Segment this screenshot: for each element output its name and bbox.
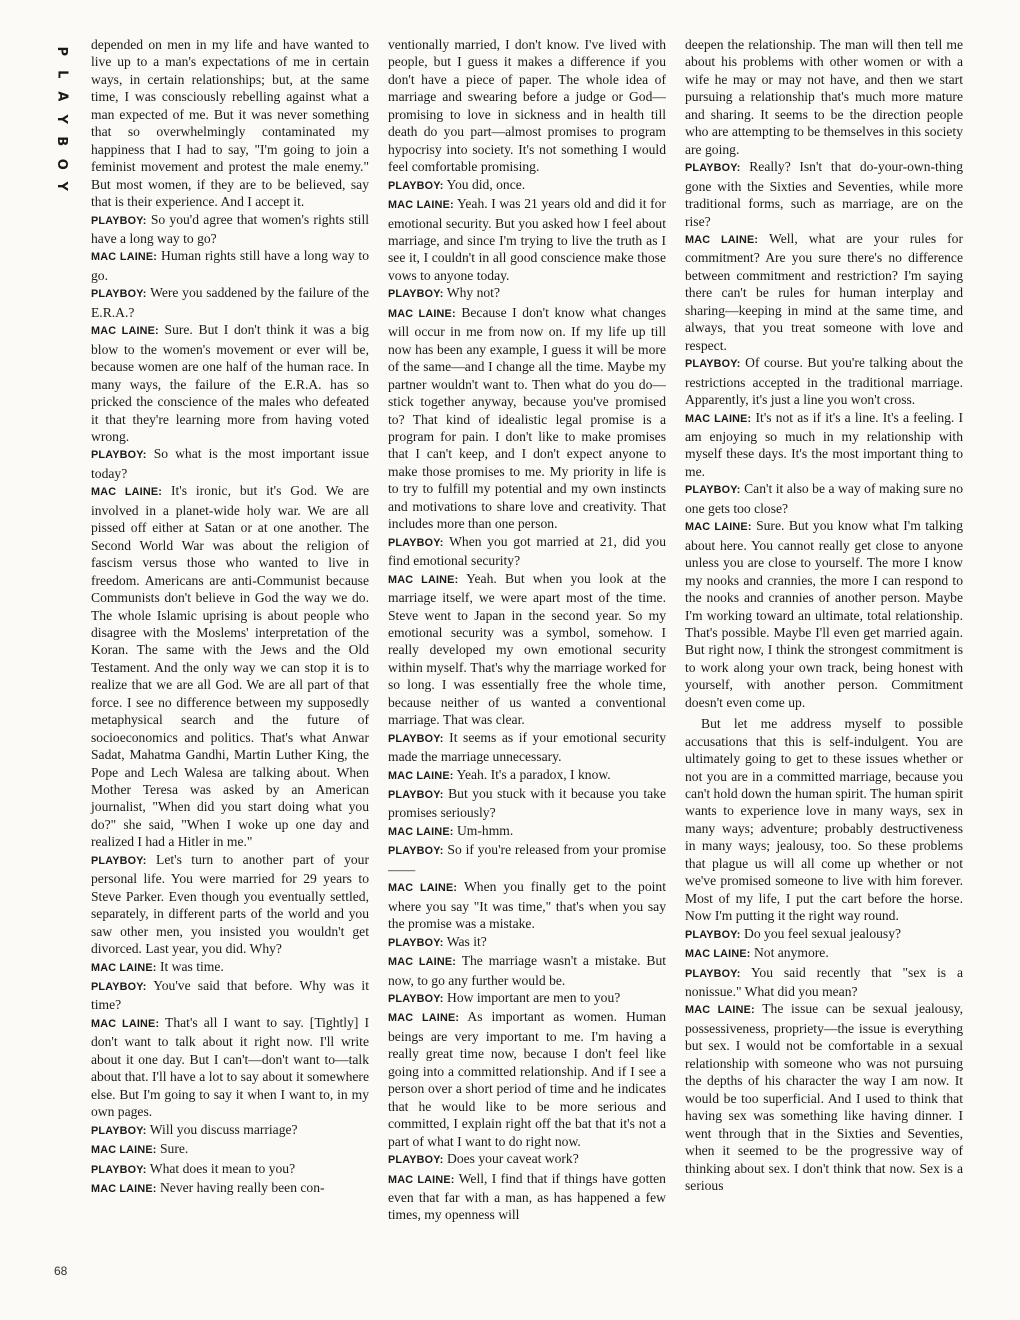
speaker-label: MAC LAINE:	[388, 769, 454, 782]
speaker-label: PLAYBOY:	[388, 936, 444, 949]
speaker-label: MAC LAINE:	[685, 412, 752, 425]
interview-exchange	[685, 964, 963, 1001]
interview-exchange	[685, 230, 963, 354]
speaker-label: PLAYBOY:	[388, 1154, 444, 1167]
masthead-letter: O	[54, 158, 70, 170]
paragraph-text: Well, what are your rules for commitment? Are you sure there's no difference between commitment and restriction? I'm saying there can't be rules for human interplay and sharing—keeping in mind at the same time, and always, that you treat someone with love and respect.	[685, 230, 964, 353]
magazine-masthead	[50, 40, 72, 198]
paragraph-text: So what is the most important issue today?	[91, 446, 370, 481]
paragraph	[91, 36, 369, 211]
paragraph-text: Yeah. It's a paradox, I know.	[456, 766, 611, 782]
interview-exchange	[388, 841, 666, 878]
speaker-label: PLAYBOY:	[91, 981, 147, 994]
paragraph-text: You did, once.	[446, 176, 526, 192]
paragraph-text: The marriage wasn't a mistake. But now, to go any further would be.	[388, 953, 667, 988]
speaker-label: MAC LAINE:	[388, 307, 456, 320]
interview-exchange	[91, 1014, 369, 1121]
paragraph-text: When you finally get to the point where you say "It was time," that's when you say the promise was a mistake.	[388, 879, 667, 932]
masthead-letter: A	[54, 91, 70, 102]
paragraph-text: Well, I find that if things have gotten even that far with a man, as has happened a few times, my openness will	[388, 1170, 666, 1223]
paragraph	[685, 715, 963, 924]
interview-exchange	[91, 321, 369, 445]
interview-exchange	[91, 445, 369, 482]
paragraph-text: What does it mean to you?	[149, 1160, 296, 1176]
interview-exchange	[91, 1160, 369, 1179]
speaker-label: MAC LAINE:	[91, 251, 158, 264]
speaker-label: PLAYBOY:	[685, 484, 741, 497]
interview-exchange	[91, 1140, 369, 1159]
speaker-label: MAC LAINE:	[91, 1017, 160, 1030]
paragraph-text: Really? Isn't that do-your-own-thing gone with the Sixties and Seventies, while more traditional forms, such as marriage, are on the rise?	[685, 159, 963, 229]
speaker-label: MAC LAINE:	[388, 956, 457, 969]
interview-exchange	[685, 1000, 963, 1194]
paragraph-text: Were you saddened by the failure of the E.R.A.?	[91, 285, 370, 320]
speaker-label: MAC LAINE:	[388, 199, 454, 212]
interview-exchange	[685, 158, 963, 230]
interview-exchange	[91, 284, 369, 321]
interview-exchange	[685, 944, 963, 963]
speaker-label: MAC LAINE:	[685, 948, 751, 961]
text-column-1	[91, 36, 369, 1198]
paragraph-text: Sure. But I don't think it was a big blow to the women's movement or ever will be, because women are one half of the human race. In many ways, the failure of the E.R.A. has so pricked the conscience of the males who defeated it that they're learning more from having voted wrong.	[91, 322, 369, 444]
paragraph-text: depended on men in my life and have wanted to live up to a man's expectations of me in certain ways, in certain relationships; but, at the same time, I was consciously rebelling against what a man expected of me. But it was never something that so overwhelmingly contaminated my happiness that I had to say, "I'm going to join a feminist movement and protest the male enemy." But most women, if they are to be believed, say that is their experience. And I accept it.	[91, 37, 369, 210]
paragraph-text: Will you discuss marriage?	[149, 1121, 298, 1137]
paragraph-text: Never having really been con-	[159, 1180, 325, 1195]
paragraph	[685, 36, 963, 158]
page-number: 68	[54, 1264, 68, 1278]
paragraph-text: Sure.	[159, 1141, 189, 1157]
paragraph-text: Was it?	[446, 933, 487, 949]
speaker-label: PLAYBOY:	[388, 179, 444, 192]
speaker-label: MAC LAINE:	[388, 882, 458, 895]
interview-exchange	[91, 247, 369, 284]
paragraph	[388, 36, 666, 176]
paragraph-text: Why not?	[446, 285, 500, 301]
paragraph-text: So if you're released from your promise——	[388, 842, 666, 877]
paragraph-text: Yeah. But when you look at the marriage itself, we were apart most of the time. Steve went to Japan in the second year. So my emotional security was a symbol, somehow. I really developed my own emotional security within myself. That's why the marriage worked for so long. I was essentially free the whole time, because neither of us wanted a conventional marriage. That was clear.	[388, 570, 666, 728]
interview-exchange	[685, 925, 963, 944]
speaker-label: PLAYBOY:	[685, 928, 741, 941]
interview-exchange	[91, 851, 369, 958]
text-column-3	[685, 36, 963, 1194]
masthead-letter: Y	[54, 114, 70, 124]
interview-exchange	[388, 729, 666, 766]
speaker-label: MAC LAINE:	[388, 1012, 460, 1025]
paragraph-text: ventionally married, I don't know. I've lived with people, but I guess it makes a difference if you don't have a piece of paper. The whole idea of marriage and swearing before a judge or God—promising to love in sickness and in health till death do you part—almost promises to program hypocrisy into society. It's not something I would feel comfortable promising.	[388, 37, 666, 175]
interview-exchange	[388, 989, 666, 1008]
interview-exchange	[388, 766, 666, 785]
speaker-label: PLAYBOY:	[388, 288, 444, 301]
interview-exchange	[388, 1008, 666, 1150]
paragraph-text: Can't it also be a way of making sure no one gets too close?	[685, 481, 963, 516]
speaker-label: PLAYBOY:	[685, 358, 741, 371]
masthead-letter: P	[54, 46, 70, 57]
interview-exchange	[388, 570, 666, 729]
speaker-label: PLAYBOY:	[91, 854, 147, 867]
masthead-letter: Y	[54, 181, 70, 191]
speaker-label: MAC LAINE:	[685, 521, 752, 534]
interview-exchange	[388, 933, 666, 952]
interview-exchange	[91, 1179, 369, 1198]
paragraph-text: So you'd agree that women's rights still have a long way to go?	[91, 211, 370, 246]
speaker-label: PLAYBOY:	[685, 967, 741, 980]
interview-exchange	[388, 952, 666, 989]
speaker-label: PLAYBOY:	[388, 536, 444, 549]
interview-exchange	[388, 176, 666, 195]
paragraph-text: As important as women. Human beings are very important to me. I'm having a really great time now, because I don't feel like going into a committed relationship. And if I see a person over a short period of time and he indicates that he would like to be more serious and committed, I explain right off the bat that it's not a part of what I want to do right now.	[388, 1009, 666, 1149]
speaker-label: PLAYBOY:	[685, 162, 741, 175]
paragraph-text: Um-hmm.	[456, 822, 514, 838]
interview-exchange	[388, 785, 666, 822]
interview-exchange	[388, 533, 666, 570]
speaker-label: PLAYBOY:	[388, 845, 444, 858]
speaker-label: PLAYBOY:	[91, 214, 147, 227]
masthead-letter: B	[54, 136, 70, 147]
paragraph-text: That's all I want to say. [Tightly] I don't want to talk about it right now. I'll write about it one day. But I can't—don't want to—talk about that. I'll have a lot to say about it somewhere else. But I'm going to say it when I want to, in my own pages.	[91, 1014, 369, 1120]
paragraph-text: You said recently that "sex is a nonissue." What did you mean?	[685, 964, 963, 1000]
interview-exchange	[685, 409, 963, 481]
paragraph-text: But let me address myself to possible accusations that this is self-indulgent. You are ultimately going to get to these issues whether or not you are in a committed marriage, because you can't hold down the human spirit. The human spirit wants to experience love in many ways, sex in many ways; adventure; probably destructiveness in many ways; jealousy, too. So these problems that plague us will all come up whether or not we've promised someone to live with him forever. Most of my life, I put the cart before the horse. Now I'm putting it the right way round.	[685, 716, 963, 924]
interview-exchange	[91, 977, 369, 1014]
paragraph-text: Does your caveat work?	[447, 1151, 579, 1167]
speaker-label: PLAYBOY:	[91, 1163, 147, 1176]
speaker-label: MAC LAINE:	[91, 1144, 157, 1157]
speaker-label: MAC LAINE:	[91, 486, 163, 499]
interview-exchange	[388, 304, 666, 533]
text-column-2	[388, 36, 666, 1224]
speaker-label: MAC LAINE:	[685, 1004, 755, 1017]
speaker-label: MAC LAINE:	[91, 325, 159, 338]
interview-exchange	[685, 517, 963, 711]
interview-exchange	[685, 480, 963, 517]
interview-exchange	[91, 211, 369, 248]
paragraph-text: Let's turn to another part of your personal life. You were married for 29 years to Steve Parker. Even though you eventually settled, separately, in different parts of the world and you saw other men, you insisted you wouldn't get divorced. Last year, you did. Why?	[91, 851, 369, 957]
paragraph-text: Do you feel sexual jealousy?	[744, 925, 902, 941]
speaker-label: PLAYBOY:	[91, 1124, 147, 1137]
paragraph-text: It's not as if it's a line. It's a feeling. I am enjoying so much in my relationship with myself these days. It's the most important thing to me.	[685, 409, 963, 479]
speaker-label: MAC LAINE:	[685, 233, 759, 246]
interview-exchange	[388, 1170, 666, 1224]
paragraph-text: It's ironic, but it's God. We are involved in a planet-wide holy war. We are all pissed off either at Satan or at one another. The Second World War was about the religion of fascism versus those who wanted to live in freedom. Americans are anti-Communist because Communists don't believe in God the way we do. The whole Islamic uprising is about people who disagree with the Moslems' interpretation of the Koran. The same with the Jews and the Old Testament. And the only way we can stop it is to realize that we are all God. We are all part of that force. I see no difference between my supposedly metaphysical search and the future of socioeconomics and politics. That's what Anwar Sadat, Mahatma Gandhi, Martin Luther King, the Pope and Lech Walesa are talking about. When Mother Teresa was asked by an American journalist, "When did you start doing what you do?" she said, "When I woke up one day and realized I had a Hitler in me."	[91, 483, 369, 850]
speaker-label: MAC LAINE:	[388, 825, 454, 838]
speaker-label: MAC LAINE:	[91, 961, 157, 974]
speaker-label: MAC LAINE:	[388, 573, 459, 586]
interview-exchange	[91, 958, 369, 977]
paragraph-text: When you got married at 21, did you find emotional security?	[388, 533, 666, 569]
paragraph-text: Human rights still have a long way to go.	[91, 248, 369, 283]
speaker-label: PLAYBOY:	[388, 789, 444, 802]
paragraph-text: How important are men to you?	[447, 990, 621, 1006]
paragraph-text: Sure. But you know what I'm talking about here. You cannot really get close to anyone unless you are close to yourself. The more I know my nooks and crannies, the more I can respond to the nooks and crannies of another person. Maybe I'm working toward an ultimate, total relationship. That's possible. Maybe I'll even get married again. But right now, I think the strongest commitment is to work along your own track, being honest with yourself, with another person. Commitment doesn't even come up.	[685, 518, 963, 710]
paragraph-text: It seems as if your emotional security made the marriage unnecessary.	[388, 729, 666, 765]
paragraph-text: Of course. But you're talking about the restrictions accepted in the traditional marriage. Apparently, it's just a line you won't cross.	[685, 355, 963, 408]
masthead-letter: L	[54, 69, 70, 78]
interview-exchange	[388, 195, 666, 284]
speaker-label: PLAYBOY:	[388, 732, 444, 745]
paragraph-text: deepen the relationship. The man will then tell me about his problems with other women or with a wife he may or may not have, and then we start pursuing a relationship that's much more mature and sharing. It seems to be the direction people who are attempting to be themselves in this society are going.	[685, 37, 963, 157]
paragraph-text: Because I don't know what changes will occur in me from now on. If my life up till now has been any example, I guess it will be more of the same—and I change all the time. Maybe my partner wouldn't want to. Then what do you do—stick together anyway, because you've promised to? That kind of idealistic legal promise is a program for pain. I don't like to make promises that I can't keep, and I don't expect anyone to make those promises to me. My priority in life is to try to fulfill my potential and my own instincts and motivations to share love and creativity. That includes more than one person.	[388, 304, 667, 532]
interview-exchange	[685, 354, 963, 408]
interview-exchange	[388, 878, 666, 932]
paragraph-text: You've said that before. Why was it time?	[91, 978, 369, 1013]
speaker-label: PLAYBOY:	[91, 449, 147, 462]
speaker-label: MAC LAINE:	[388, 1173, 455, 1186]
paragraph-text: The issue can be sexual jealousy, possessiveness, propriety—the issue is everything but sex. I would not be comfortable in a sexual relationship with someone who was not pursuing the depths of his character the way I am now. It would be too superficial. And I used to think that having sex was something like having dinner. I went through that in the Sixties and Seventies, when it seemed to be the progressive way of thinking about sex. I don't think that now. Sex is a serious	[685, 1001, 964, 1193]
paragraph-text: It was time.	[159, 958, 224, 974]
interview-exchange	[388, 284, 666, 303]
interview-exchange	[388, 822, 666, 841]
interview-exchange	[91, 1121, 369, 1140]
paragraph-text: But you stuck with it because you take promises seriously?	[388, 786, 666, 821]
speaker-label: PLAYBOY:	[388, 993, 444, 1006]
interview-exchange	[91, 482, 369, 851]
speaker-label: MAC LAINE:	[91, 1183, 157, 1195]
speaker-label: PLAYBOY:	[91, 288, 147, 301]
paragraph-text: Not anymore.	[753, 945, 829, 961]
paragraph-text: Yeah. I was 21 years old and did it for emotional security. But you asked how I feel about marriage, and since I'm trying to live the truth as I see it, I couldn't in all good conscience make those vows to anyone today.	[388, 196, 666, 283]
interview-exchange	[388, 1150, 666, 1169]
